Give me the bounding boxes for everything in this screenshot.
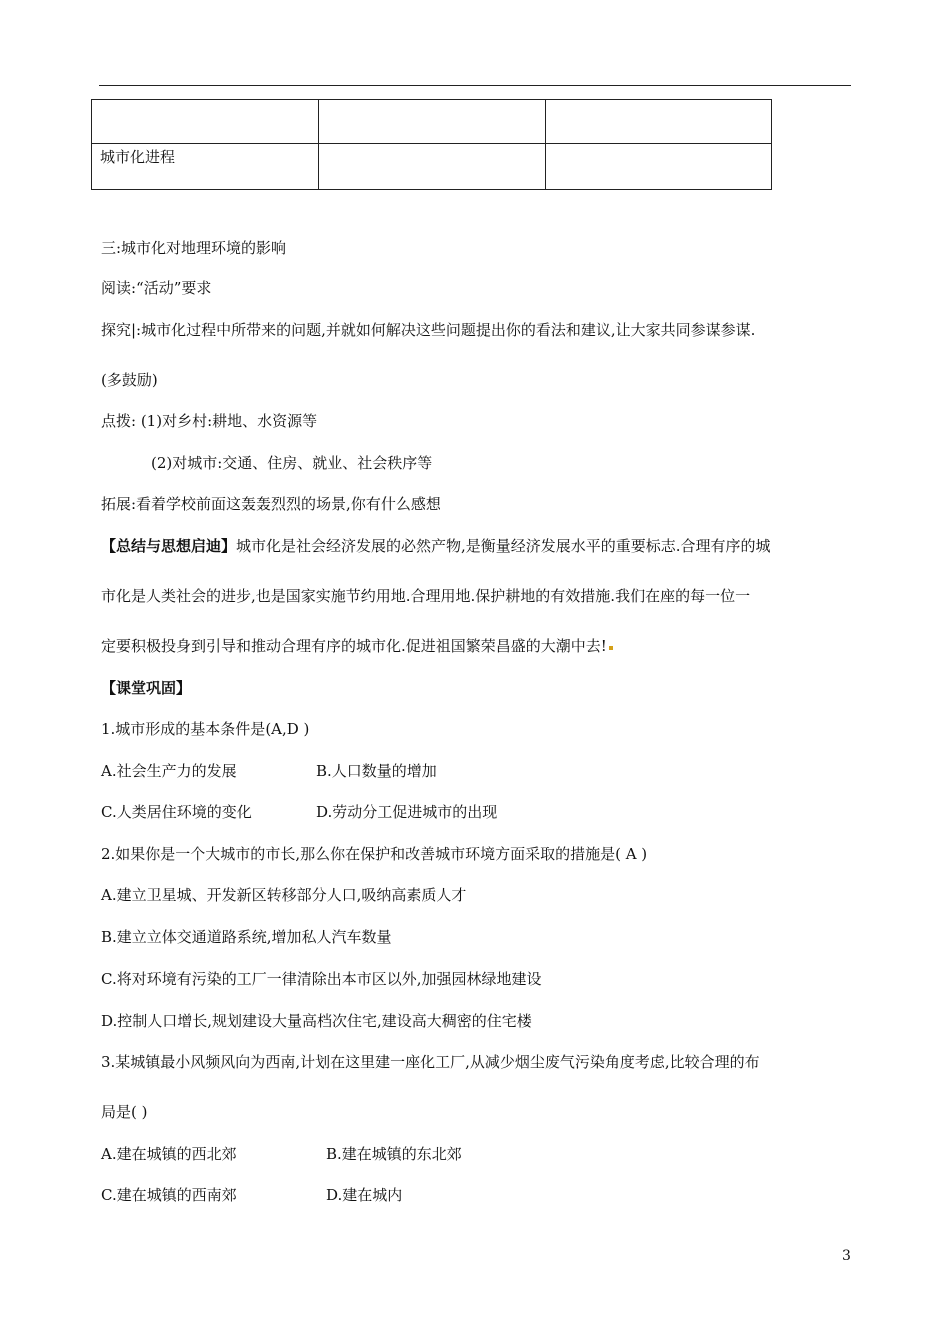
summary-text-3: 定要积极投身到引导和推动合理有序的城市化.促进祖国繁荣昌盛的大潮中去! (101, 637, 607, 655)
encourage-note: (多鼓励) (101, 371, 158, 389)
practice-heading: 【课堂巩固】 (101, 679, 192, 697)
q1-option-d: D.劳动分工促进城市的出现 (316, 803, 498, 821)
header-rule (99, 85, 851, 86)
explore-task: 探究|:城市化过程中所带来的问题,并就如何解决这些问题提出你的看法和建议,让大家共同参谋参谋. (101, 321, 756, 339)
q2-option-d: D.控制人口增长,规划建设大量高档次住宅,建设高大稠密的住宅楼 (101, 1012, 532, 1030)
hint-urban: (2)对城市:交通、住房、就业、社会秩序等 (151, 454, 433, 472)
table-cell-urbanization-process: 城市化进程 (92, 144, 319, 190)
q3-option-a: A.建在城镇的西北郊 (101, 1145, 237, 1163)
table-row (92, 100, 772, 144)
section-title: 三:城市化对地理环境的影响 (101, 239, 287, 257)
q3-stem-line-1: 3.某城镇最小风频风向为西南,计划在这里建一座化工厂,从减少烟尘废气污染角度考虑,比较合理的布 (101, 1053, 760, 1071)
table-cell (92, 100, 319, 144)
q2-stem: 2.如果你是一个大城市的市长,那么你在保护和改善城市环境方面采取的措施是( A ) (101, 845, 648, 863)
q2-option-a: A.建立卫星城、开发新区转移部分人口,吸纳高素质人才 (101, 886, 467, 904)
extend-task: 拓展:看着学校前面这轰轰烈烈的场景,你有什么感想 (101, 495, 441, 513)
read-instruction: 阅读:“活动”要求 (101, 279, 212, 297)
hint-rural: 点拨: (1)对乡村:耕地、水资源等 (101, 412, 318, 430)
q3-stem-line-2: 局是( ) (101, 1103, 148, 1121)
q1-stem: 1.城市形成的基本条件是(A,D ) (101, 720, 310, 738)
q1-option-b: B.人口数量的增加 (316, 762, 437, 780)
summary-line-3 (101, 635, 613, 656)
q3-option-c: C.建在城镇的西南郊 (101, 1186, 237, 1204)
q2-option-c: C.将对环境有污染的工厂一律清除出本市区以外,加强园林绿地建设 (101, 970, 542, 988)
summary-heading: 【总结与思想启迪】 (101, 537, 237, 555)
page-number: 3 (842, 1248, 851, 1264)
table-row (92, 144, 772, 190)
table-cell (319, 144, 545, 190)
q3-option-b: B.建在城镇的东北郊 (326, 1145, 462, 1163)
table-cell (319, 100, 545, 144)
summary-line-1 (101, 535, 771, 556)
table-cell (545, 144, 771, 190)
q1-option-c: C.人类居住环境的变化 (101, 803, 252, 821)
table-cell (545, 100, 771, 144)
summary-text-1: 城市化是社会经济发展的必然产物,是衡量经济发展水平的重要标志.合理有序的城 (236, 537, 771, 555)
q1-option-a: A.社会生产力的发展 (101, 762, 237, 780)
process-table (91, 99, 772, 190)
q2-option-b: B.建立立体交通道路系统,增加私人汽车数量 (101, 928, 392, 946)
marker-dot (609, 646, 613, 650)
q3-option-d: D.建在城内 (326, 1186, 403, 1204)
summary-line-2: 市化是人类社会的进步,也是国家实施节约用地.合理用地.保护耕地的有效措施.我们在座的每一位一 (101, 587, 751, 605)
